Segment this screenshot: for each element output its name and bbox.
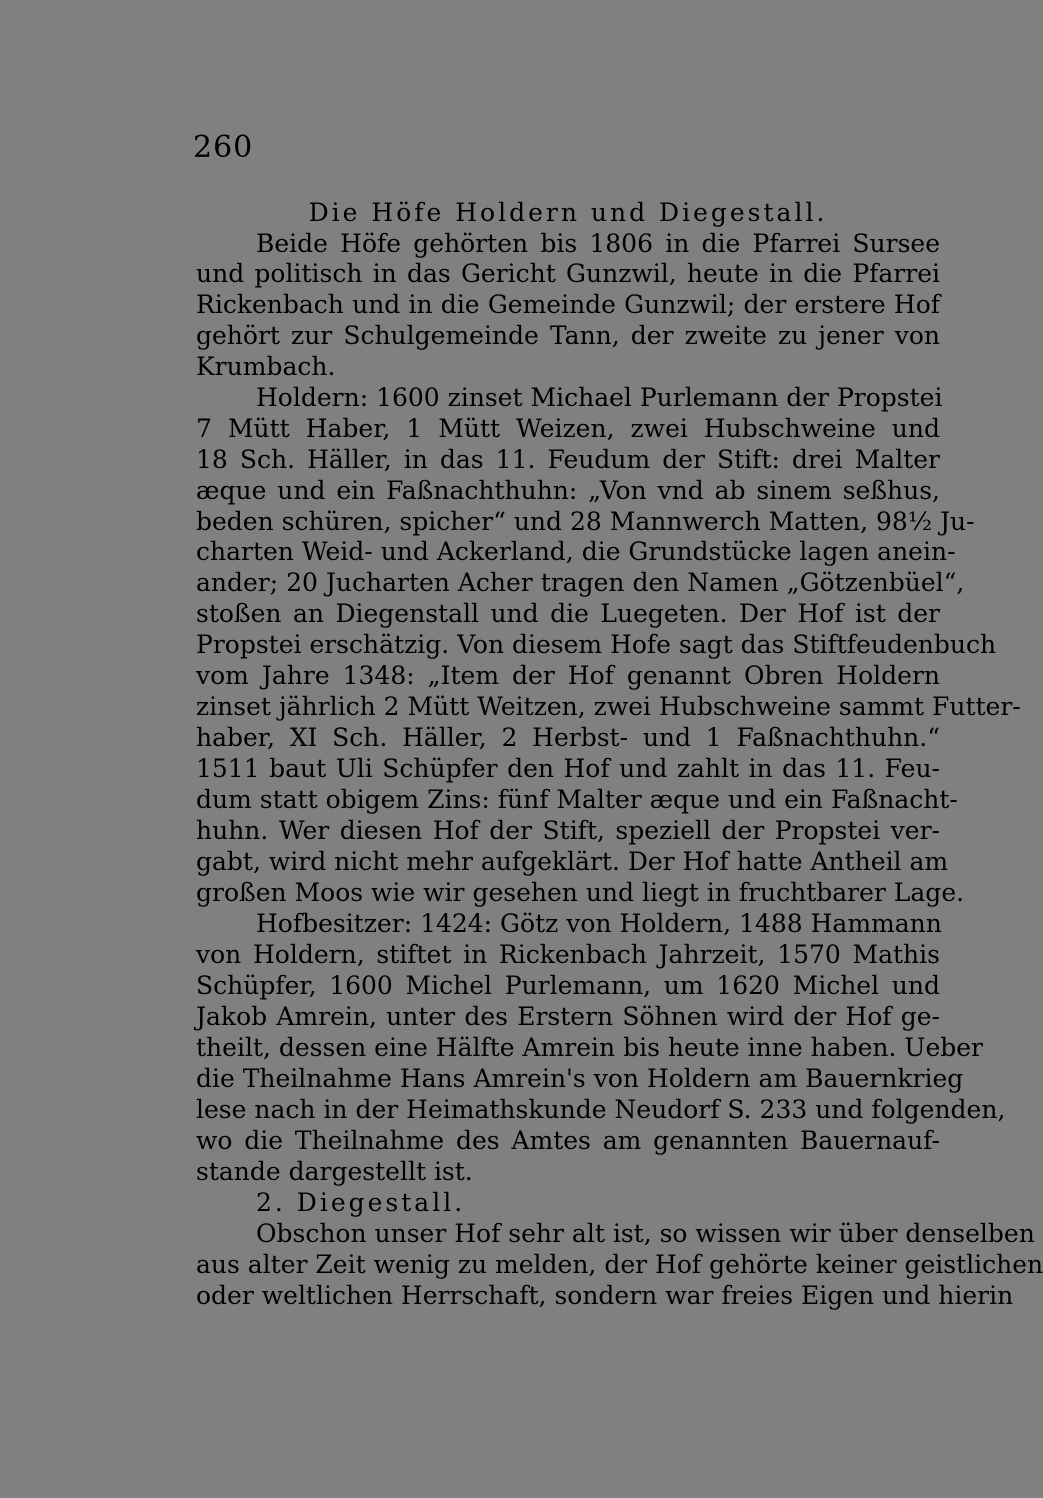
- section-heading: Die Höfe Holdern und Diegestall.: [308, 198, 828, 227]
- text-line: Obschon unser Hof sehr alt ist, so wissen wir über denselben: [256, 1219, 1035, 1248]
- text-line: von Holdern, stiftet in Rickenbach Jahrzeit, 1570 Mathis: [196, 940, 940, 969]
- text-line: huhn. Wer diesen Hof der Stift, speziell der Propstei ver-: [196, 816, 940, 845]
- text-line: haber, XI Sch. Häller, 2 Herbst- und 1 Faßnachthuhn.“: [196, 723, 940, 752]
- text-line: Rickenbach und in die Gemeinde Gunzwil; der erstere Hof: [196, 290, 940, 319]
- text-line: wo die Theilnahme des Amtes am genannten Bauernauf-: [196, 1126, 940, 1155]
- text-line: 18 Sch. Häller, in das 11. Feudum der Stift: drei Malter: [196, 445, 940, 474]
- text-line: vom Jahre 1348: „Item der Hof genannt Obren Holdern: [196, 661, 940, 690]
- text-line: charten Weid- und Ackerland, die Grundstücke lagen anein-: [196, 537, 956, 566]
- text-line: gabt, wird nicht mehr aufgeklärt. Der Hof hatte Antheil am: [196, 847, 949, 876]
- text-line: 7 Mütt Haber, 1 Mütt Weizen, zwei Hubschweine und: [196, 414, 940, 443]
- text-line: und politisch in das Gericht Gunzwil, heute in die Pfarrei: [196, 259, 940, 288]
- text-line: zinset jährlich 2 Mütt Weitzen, zwei Hubschweine sammt Futter-: [196, 692, 1021, 721]
- text-line: Holdern: 1600 zinset Michael Purlemann der Propstei: [256, 383, 943, 412]
- text-line: 1511 baut Uli Schüpfer den Hof und zahlt in das 11. Feu-: [196, 754, 940, 783]
- text-line: beden schüren, spicher“ und 28 Mannwerch Matten, 98½ Ju-: [196, 507, 975, 536]
- text-line: lese nach in der Heimathskunde Neudorf S. 233 und folgenden,: [196, 1095, 1006, 1124]
- text-line: Schüpfer, 1600 Michel Purlemann, um 1620 Michel und: [196, 971, 940, 1000]
- page-number: 260: [193, 130, 254, 165]
- text-line: stoßen an Diegenstall und die Luegeten. Der Hof ist der: [196, 599, 940, 628]
- text-line: Beide Höfe gehörten bis 1806 in die Pfarrei Sursee: [256, 229, 940, 258]
- text-line: Krumbach.: [196, 352, 336, 381]
- text-line: oder weltlichen Herrschaft, sondern war freies Eigen und hierin: [196, 1281, 1014, 1310]
- text-line: die Theilnahme Hans Amrein's von Holdern am Bauernkrieg: [196, 1064, 964, 1093]
- text-line: aus alter Zeit wenig zu melden, der Hof gehörte keiner geistlichen: [196, 1250, 1043, 1279]
- text-line: gehört zur Schulgemeinde Tann, der zweite zu jener von: [196, 321, 940, 350]
- text-line: ander; 20 Jucharten Acher tragen den Namen „Götzenbüel“,: [196, 568, 965, 597]
- text-line: æque und ein Faßnachthuhn: „Von vnd ab sinem seßhus,: [196, 476, 940, 505]
- text-line: dum statt obigem Zins: fünf Malter æque und ein Faßnacht-: [196, 785, 958, 814]
- text-line: theilt, dessen eine Hälfte Amrein bis heute inne haben. Ueber: [196, 1033, 984, 1062]
- subsection-heading: 2. Diegestall.: [256, 1188, 466, 1217]
- text-line: stande dargestellt ist.: [196, 1157, 473, 1186]
- text-line: Propstei erschätzig. Von diesem Hofe sagt das Stiftfeudenbuch: [196, 630, 997, 659]
- text-line: Hofbesitzer: 1424: Götz von Holdern, 1488 Hammann: [256, 909, 942, 938]
- text-line: Jakob Amrein, unter des Erstern Söhnen wird der Hof ge-: [196, 1002, 940, 1031]
- text-line: großen Moos wie wir gesehen und liegt in fruchtbarer Lage.: [196, 878, 965, 907]
